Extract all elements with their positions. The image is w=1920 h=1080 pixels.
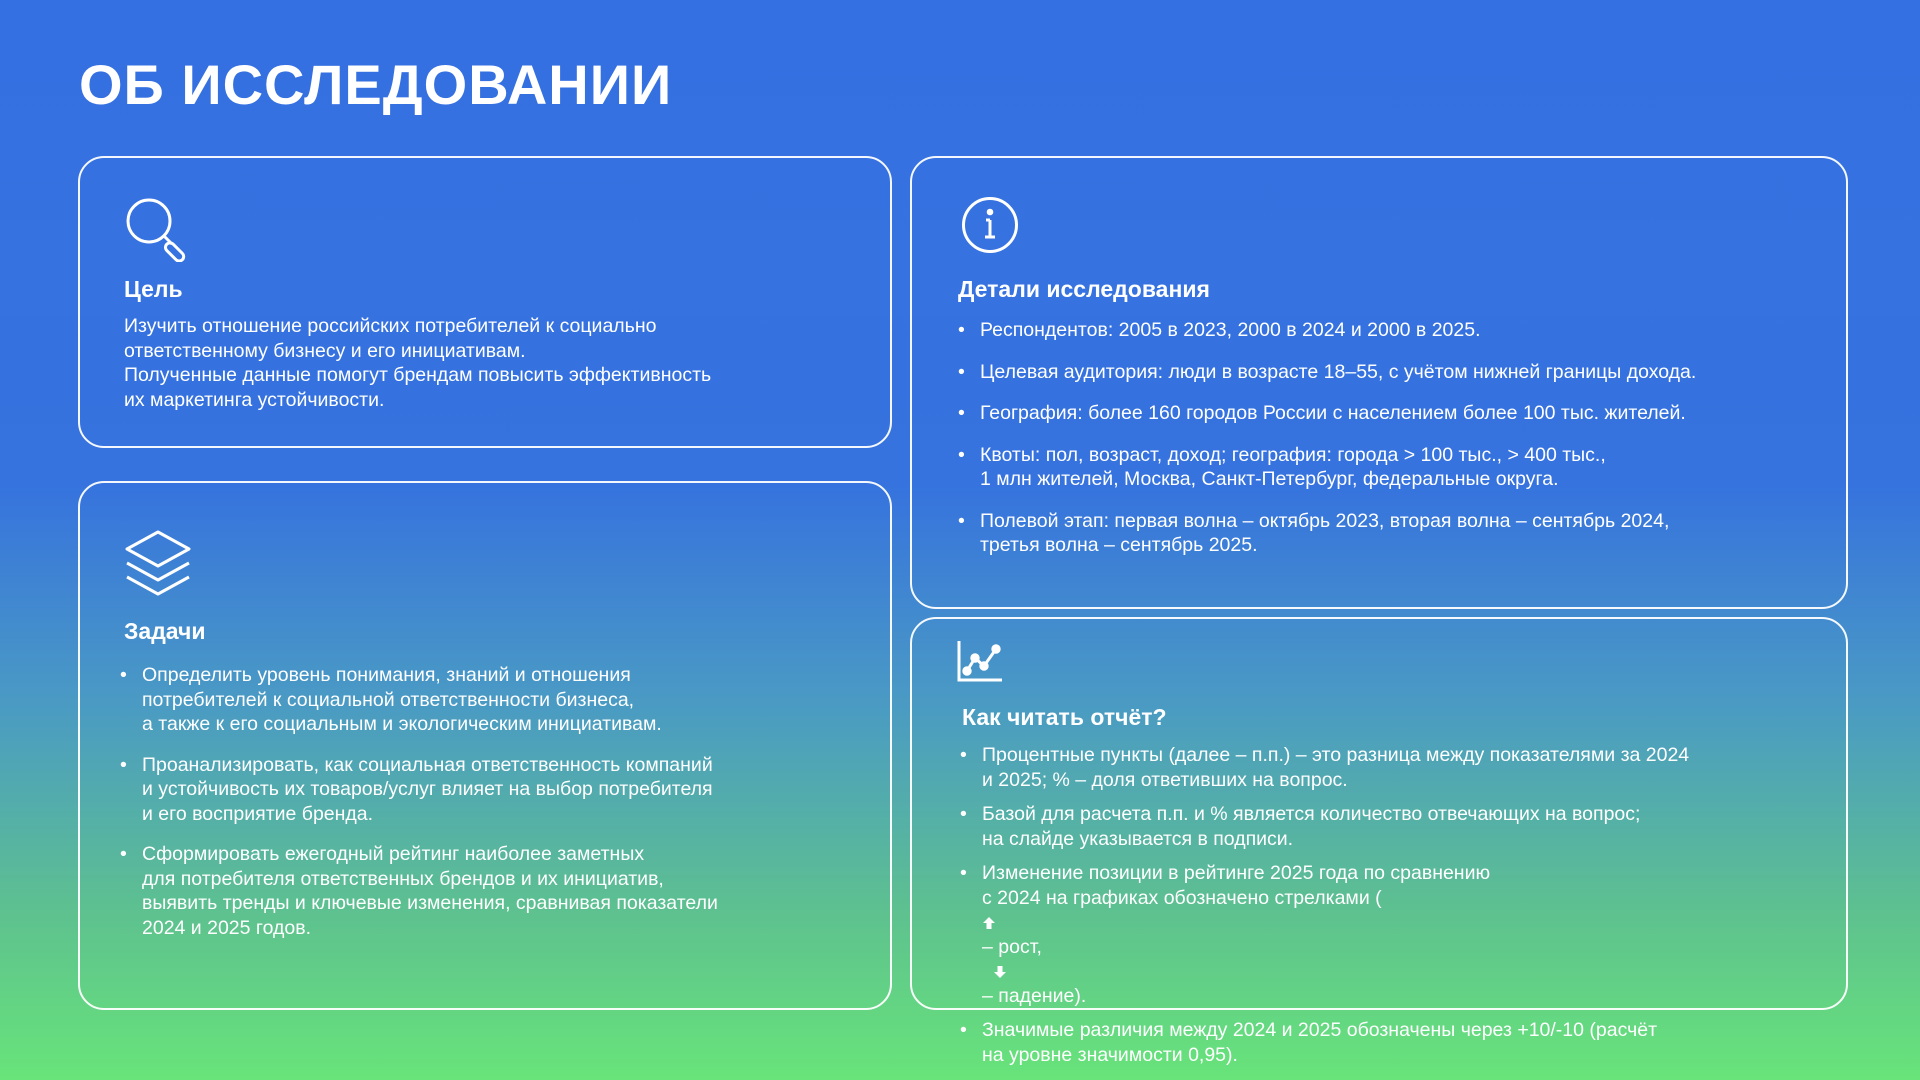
list-item: • Квоты: пол, возраст, доход; география: города > 100 тыс., > 400 тыс., 1 млн жителей, Москва, Санкт-Петербург, федеральные округа. [958, 443, 1696, 492]
goal-card [78, 156, 892, 448]
tasks-card [78, 481, 892, 1010]
up-label: – рост, [982, 935, 1042, 958]
arrow-down-icon [993, 965, 1007, 979]
how-to-read-title: Как читать отчёт? [962, 704, 1167, 730]
list-item: • Значимые различия между 2024 и 2025 обозначены через +10/-10 (расчёт на уровне значимости 0,95). [960, 1018, 1689, 1067]
layers-icon [124, 529, 192, 601]
tasks-title: Задачи [124, 618, 206, 644]
details-title: Детали исследования [958, 276, 1210, 302]
list-item: • Проанализировать, как социальная ответственность компаний и устойчивость их товаров/услуг влияет на выбор потребителя и его восприятие бренда. [120, 753, 718, 827]
down-label: – падение). [982, 984, 1087, 1007]
list-item: • Сформировать ежегодный рейтинг наиболее заметных для потребителя ответственных брендов и их инициатив, выявить тренды и ключевые изменения, сравнивая показатели 2024 и 2025 годов. [120, 842, 718, 940]
list-item: • Изменение позиции в рейтинге 2025 года по сравнению с 2024 на графиках обозначено стрелками ( – рост, – падение). [960, 861, 1689, 1008]
list-item: • Целевая аудитория: люди в возрасте 18–55, с учётом нижней границы дохода. [958, 360, 1696, 385]
info-icon [960, 195, 1020, 255]
goal-text: Изучить отношение российских потребителей к социально ответственному бизнесу и его инициативам. Полученные данные помогут брендам повысить эффективность их маркетинга устойчивости. [124, 315, 712, 411]
chart-line-icon [956, 639, 1004, 683]
details-card [910, 156, 1848, 609]
list-item: • Респондентов: 2005 в 2023, 2000 в 2024 и 2000 в 2025. [958, 318, 1696, 343]
list-item: • Определить уровень понимания, знаний и отношения потребителей к социальной ответственности бизнеса, а также к его социальным и экологическим инициативам. [120, 663, 718, 737]
how-to-read-list [960, 743, 1689, 1067]
goal-title: Цель [124, 276, 183, 302]
list-item: • Полевой этап: первая волна – октябрь 2023, вторая волна – сентябрь 2024, третья волна – сентябрь 2025. [958, 509, 1696, 558]
tasks-list [120, 663, 718, 940]
list-item: • Процентные пункты (далее – п.п.) – это разница между показателями за 2024 и 2025; % – доля ответивших на вопрос. [960, 743, 1689, 792]
list-item: • Базой для расчета п.п. и % является количество отвечающих на вопрос; на слайде указывается в подписи. [960, 802, 1689, 851]
details-list [958, 318, 1696, 558]
page-title: ОБ ИССЛЕДОВАНИИ [79, 53, 673, 116]
list-item: • География: более 160 городов России с населением более 100 тыс. жителей. [958, 401, 1696, 426]
arrow-up-icon [982, 916, 996, 930]
how-to-read-card [910, 617, 1848, 1066]
magnifier-icon [124, 196, 192, 262]
